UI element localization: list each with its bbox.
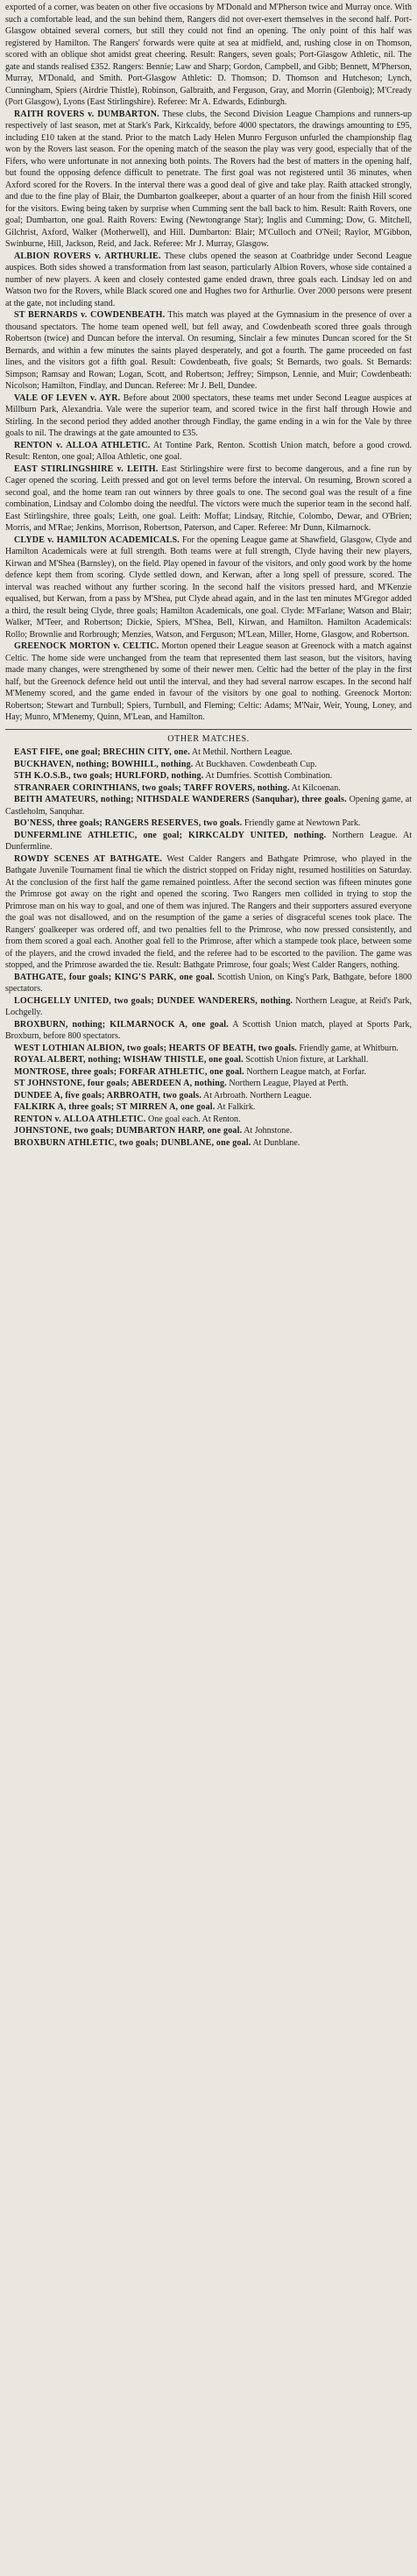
match-note: Friendly game, at Whitburn.: [299, 1043, 399, 1053]
match-result: EAST FIFE, one goal; BRECHIN CITY, one.: [14, 747, 190, 757]
other-match-5: [5, 817, 412, 830]
report-body: Before about 2000 spectators, these teams met under Second League auspices at Millburn Park, Alexandria. Vale were the superior team, and scored twice in the first half through Howie and Stirling. In the second period they added another through Findlay, the game ending in a win for the Vale by three goals to nil. The drawings at the gate amounted to £35.: [5, 393, 412, 438]
report-body: These clubs opened the season at Coatbridge under Second League auspices. Both sides showed a transformation from last season, particularly Albion Rovers, whose side contained a number of new players. A keen and closely contested game ended drawn, three goals each. Lindsay led on and Watson two for the Rovers, while Black scored one and Hughes two for Arthurlie. Over 2000 persons were present at the gate, not including stand.: [5, 251, 412, 308]
match-result: WEST LOTHIAN ALBION, two goals; HEARTS OF BEATH, two goals.: [14, 1043, 297, 1053]
other-match-11: [5, 1043, 412, 1055]
match-note: Northern League. At Dunfermline.: [5, 830, 412, 852]
report-paragraph-2: [5, 251, 412, 310]
report-body: These clubs, the Second Division League Champions and runners-up respectively of last season, met at Stark's Park, Kirkcaldy, before 4000 spectators, the drawings amounting to £95, including £10 taken at the stand. Prior to the match Lady Helen Munro Ferguson unfurled the championship flag won by the Rovers last season. For the opening match of the season the play was very good, especially that of the Fifers, who were unfortunate in not annexing both points. The Rovers had the best of matters in the opening half, but found the opposing defence difficult to penetrate. The first goal was not registered until 36 minutes, when Axford scored for the Rovers. In the interval there was a good deal of give and take play. Raith attacked strongly, and due to the fine play of Blair, the Dumbarton goalkeeper, about a quarter of an hour from the finish Hill scored for the visitors. Ewing being taken by surprise when Cumming sent the ball back to him. Result: Raith Rovers, one goal; Dumbarton, one goal. Raith Rovers: Ewing (Newtongrange Star); Inglis and Cumming; Dow, G. Mitchell, Gilchrist, Axford, Walker (Motherwell), and Hill. Dumbarton: Blair; M'Culloch and O'Neil; Raylor, M'Gibbon, Swinburne, Hill, Jackson, Reid, and Jack. Referee: Mr J. Murray, Glasgow.: [5, 109, 412, 249]
match-note: Northern League, Played at Perth.: [229, 1079, 349, 1088]
report-paragraph-0: [5, 2, 412, 109]
match-result: ROYAL ALBERT, nothing; WISHAW THISTLE, one goal.: [14, 1055, 244, 1065]
match-result: BROXBURN, nothing; KILMARNOCK A, one goal.: [14, 1019, 229, 1030]
other-match-16: [5, 1101, 412, 1114]
match-result: ST JOHNSTONE, four goals; ABERDEEN A, nothing.: [14, 1079, 227, 1088]
match-note: Friendly game at Newtown Park.: [244, 818, 361, 828]
match-result: BEITH AMATEURS, nothing; NITHSDALE WANDERERS (Sanquhar), three goals.: [14, 795, 347, 804]
report-paragraph-1: [5, 109, 412, 251]
match-result: BO'NESS, three goals; RANGERS RESERVES, two goals.: [14, 818, 243, 828]
report-headline: ALBION ROVERS v. ARTHURLIE.: [14, 251, 161, 261]
other-match-14: [5, 1078, 412, 1090]
match-note: Northern League match, at Forfar.: [246, 1066, 366, 1077]
other-match-12: [5, 1054, 412, 1066]
report-paragraph-8: [5, 640, 412, 724]
match-note: Northern League, at Reid's Park, Lochgelly.: [5, 995, 412, 1017]
report-headline: VALE OF LEVEN v. AYR.: [14, 393, 121, 403]
match-note: Scottish Union, on King's Park, Bathgate, before 1800 spectators.: [5, 972, 412, 994]
match-note: At Falkirk.: [216, 1102, 256, 1112]
other-match-13: [5, 1066, 412, 1079]
report-paragraph-5: [5, 440, 412, 464]
match-result: JOHNSTONE, two goals; DUMBARTON HARP, one goal.: [14, 1126, 243, 1136]
match-result: DUNDEE A, five goals; ARBROATH, two goals.: [14, 1090, 202, 1100]
other-match-7: [5, 853, 412, 972]
report-headline: RAITH ROVERS v. DUMBARTON.: [14, 109, 159, 119]
match-note: At Methil. Northern League.: [191, 747, 293, 757]
other-match-15: [5, 1090, 412, 1102]
other-matches-column: [5, 733, 412, 1150]
match-result: BROXBURN ATHLETIC, two goals; DUNBLANE, one goal.: [14, 1137, 251, 1148]
section-divider: [5, 729, 412, 730]
match-note: At Dumfries. Scottish Combination.: [205, 771, 333, 781]
match-result: BATHGATE, four goals; KING'S PARK, one goal.: [14, 972, 215, 982]
other-matches-heading: OTHER MATCHES.: [167, 733, 250, 744]
match-note: Opening game, at Castleholm, Sanquhar.: [5, 795, 413, 817]
report-paragraph-3: [5, 309, 412, 393]
other-match-0: [5, 747, 412, 759]
report-headline: GREENOCK MORTON v. CELTIC.: [14, 641, 159, 651]
report-body: At Tontine Park, Renton. Scottish Union match, before a good crowd. Result: Renton, one goal; Alloa Athletic, one goal.: [5, 440, 412, 462]
match-result: RENTON v. ALLOA ATHLETIC.: [14, 1114, 146, 1124]
report-body: Morton opened their League season at Greenock with a match against Celtic. The home side were unchanged from the team that represented them last season, but the visitors, having made many changes, were strengthened by some of their newer men. Celtic had the better of the play in the first half, but the Greenock defence held out until the interval, and they had several narrow escapes. In the second half M'Menemy scored, and the game ended in favour of the visitors by one goal to nothing. Greenock Morton: Robertson; Stewart and Turnbull; Spiers, Turnbull, and Fleming; Celtic: Adams; M'Nair, Weir, Young, Loney, and Hay; Munro, M'Menemy, Quinn, M'Lean, and Hamilton.: [5, 641, 412, 722]
report-headline: RENTON v. ALLOA ATHLETIC.: [14, 440, 151, 450]
match-note: At Johnstone.: [244, 1126, 293, 1136]
match-result: STRANRAER CORINTHIANS, two goals; TARFF ROVERS, nothing.: [14, 782, 290, 793]
match-note: At Kilcoenan.: [291, 782, 341, 793]
other-match-4: [5, 794, 412, 817]
match-result: DUNFERMLINE ATHLETIC, one goal; KIRKCALDY UNITED, nothing.: [14, 830, 327, 840]
match-result: BUCKHAVEN, nothing; BOWHILL, nothing.: [14, 759, 194, 769]
match-result: ROWDY SCENES AT BATHGATE.: [14, 853, 163, 864]
report-body: This match was played at the Gymnasium in the presence of over a thousand spectators. The home team opened well, but fell away, and Cowdenbeath scored three goals through Robertson (twice) and Duncan before the interval. On resuming, Sinclair a few minutes Duncan scored for the St Bernards, and within a few minutes the saints played desperately, and got a fourth. The game proceeded on fast lines, and the visitors got a fifth goal. Result: Cowdenbeath, five goals; St Bernards, two goals. St Bernards: Simpson; Ramsay and Rowan; Logan, Scott, and Robertson; Jeffrey; Simpson, Lennie, and Muir; Cowdenbeath: Nicolson; Hamilton, Findlay, and Duncan. Referee: Mr J. Bell, Dundee.: [5, 310, 412, 391]
other-match-10: [5, 1019, 412, 1043]
report-body: East Stirlingshire were first to become dangerous, and a fine run by Cager opened the scoring. Leith pressed and got on level terms before the interval. On resuming, Brown scored a second goal, and the home team ran out winners by three goals to one. The second goal was the result of a fine combination, Lindsay and Colombo doing the needful. The victors were much the superior team in the second half. East Stirlingshire, three goals; Leith, one goal. Leith: Moffat; Lindsay, Ritchie, Colombo, Dewar, and O'Brien; Morris, and M'Rae; Jenkins, Morrison, Robertson, Paterson, and Caper. Referee: Mr Dunn, Kilmarnock.: [5, 464, 413, 533]
match-note: One goal each. At Renton.: [148, 1114, 241, 1124]
report-paragraph-4: [5, 393, 412, 440]
other-match-2: [5, 770, 412, 782]
report-body: For the opening League game at Shawfield, Glasgow, Clyde and Hamilton Academicals were at full strength. Both teams were at full strength, Clyde having their new players, Kirwan and M'Shea (Barnsley), on the field. Play opened in favour of the visitors, and only good work by the home defence kept them from scoring. Clyde settled down, and Kerwan, after a long spell of pressure, scored. The interval was reached without any further scoring. In the second half the visitors pressed hard, and M'Kenzie equalised, but Kerwan, from a pass by M'Shea, put Clyde ahead again, and in the last ten minutes M'Gregor added a third, the result being Clyde, three goals; Hamilton Academicals, one goal. Clyde: M'Farlane; Watson and Blair; Walker, M'Teer, and Robertson; Dickie, Spiers, M'Shea, Bell, Kirwan, and Hamilton. Hamilton Academicals: Rollo; Brownlie and Rorbrough; Menzies, Watson, and Ferguson; M'Lean, Miller, Horne, Glasgow, and Robertson.: [5, 534, 412, 640]
match-note: West Calder Rangers and Bathgate Primrose, who played in the Bathgate Juvenile Tournament final tie which the district stopped on Friday night, resumed hostilities on Saturday. At the conclusion of the first half the game remained pointless. After the second section was fifteen minutes gone the Primrose got away on the right and opened the scoring. Two Rangers men collided in trying to stop the Primrose man on his way to goal, and one of them was injured. The Rangers and their supporters assured everyone the goal was not disallowed, and on the resumption of the game a series of disgraceful scenes took place. The Rangers' goalkeeper was ordered off, and two penalties fell to the Primrose, who now pressed consistently, and from them scored a goal each. Another goal fell to the Primrose, after which a stampede took place, between some of the players, and the crowd invaded the field, and the referee had to be escorted to the pavilion. The game was stopped, and the Primrose awarded the tie. Result: Bathgate Primrose, four goals; West Calder Rangers, nothing.: [5, 853, 412, 970]
match-result: FALKIRK A, three goals; ST MIRREN A, one goal.: [14, 1102, 216, 1112]
other-match-1: [5, 759, 412, 771]
match-result: 5TH K.O.S.B., two goals; HURLFORD, nothing.: [14, 771, 204, 781]
match-reports-column: [5, 2, 412, 724]
other-match-9: [5, 995, 412, 1019]
other-match-8: [5, 972, 412, 995]
other-match-3: [5, 782, 412, 795]
match-result: MONTROSE, three goals; FORFAR ATHLETIC, one goal.: [14, 1066, 244, 1077]
match-note: Scottish Union fixture, at Larkhall.: [245, 1055, 369, 1065]
match-note: A Scottish Union match, played at Sports Park, Broxburn, before 800 spectators.: [5, 1019, 413, 1041]
other-match-19: [5, 1137, 412, 1150]
other-match-18: [5, 1125, 412, 1137]
match-result: LOCHGELLY UNITED, two goals; DUNDEE WANDERERS, nothing.: [14, 995, 293, 1006]
report-body: exported of a corner, was beaten on other five occasions by M'Donald and M'Pherson twice and Murray once. With such a comfortable lead, and the sun behind them, Rangers did not over-exert themselves in the second half. Port-Glasgow obtained several corners, but still they could not find an opening. The only point of this half was registered by Hamilton. The Rangers' forwards were quite at sea at midfield, and, rushing close in on Thomson, scored with an oblique shot amidst great cheering. Result: Rangers, seven goals; Port-Glasgow Athletic, nil. The gate and stands realised £352. Rangers: Bennie; Law and Sharp; Gordon, Campbell, and Gibb; Bennett, M'Pherson, Murray, M'Donald, and Smith. Port-Glasgow Athletic: D. Thomson; D. Thomson and Hutcheson; Lynch, Cunningham, Spiers (Airdrie Thistle), Robinson, Galbraith, and Ferguson, Gray, and Morrin (Glenboig); M'Cready (Port Glasgow), Lyons (East Stirlingshire). Referee: Mr A. Edwards, Edinburgh.: [5, 3, 412, 107]
match-note: At Arbroath. Northern League.: [203, 1090, 312, 1100]
other-match-6: [5, 830, 412, 853]
report-paragraph-6: [5, 464, 412, 534]
report-headline: CLYDE v. HAMILTON ACADEMICALS.: [14, 534, 180, 545]
report-paragraph-7: [5, 534, 412, 641]
report-headline: EAST STIRLINGSHIRE v. LEITH.: [14, 464, 159, 474]
other-match-17: [5, 1114, 412, 1126]
match-note: At Dunblane.: [252, 1137, 300, 1148]
report-headline: ST BERNARDS v. COWDENBEATH.: [14, 310, 166, 320]
match-note: At Buckhaven. Cowdenbeath Cup.: [194, 759, 317, 769]
